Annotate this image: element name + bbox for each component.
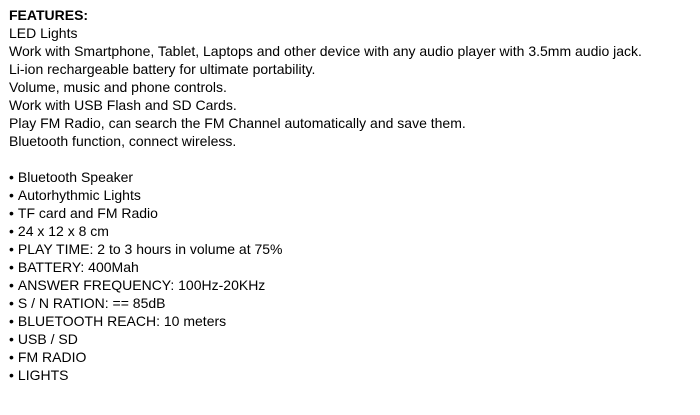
list-item-text: TF card and FM Radio — [17, 205, 158, 221]
list-item — [9, 240, 695, 258]
list-item — [9, 258, 695, 276]
feature-lines — [9, 24, 695, 150]
list-item — [9, 348, 695, 366]
list-item-text: BATTERY: 400Mah — [17, 259, 139, 275]
list-item — [9, 222, 695, 240]
list-item-text: LIGHTS — [17, 367, 69, 383]
spacer — [9, 150, 695, 168]
list-item — [9, 330, 695, 348]
feature-line: Li-ion rechargeable battery for ultimate portability. — [9, 61, 316, 77]
bullet-icon — [9, 331, 18, 347]
bullet-icon — [9, 259, 18, 275]
list-item-text: FM RADIO — [17, 349, 87, 365]
feature-line: Bluetooth function, connect wireless. — [9, 133, 237, 149]
list-item — [9, 186, 695, 204]
list-item-text: S / N RATION: == 85dB — [17, 295, 166, 311]
bullet-icon — [9, 349, 18, 365]
list-item — [9, 366, 695, 384]
list-item-text: 24 x 12 x 8 cm — [17, 223, 109, 239]
list-item-text: PLAY TIME: 2 to 3 hours in volume at 75% — [17, 241, 283, 257]
bullet-icon — [9, 169, 18, 185]
bullet-icon — [9, 313, 18, 329]
list-item-text: ANSWER FREQUENCY: 100Hz-20KHz — [17, 277, 266, 293]
list-item — [9, 168, 695, 186]
spec-list — [9, 168, 695, 384]
bullet-icon — [9, 205, 18, 221]
bullet-icon — [9, 223, 18, 239]
list-item — [9, 204, 695, 222]
feature-line: LED Lights — [9, 25, 78, 41]
features-heading: FEATURES: — [9, 7, 89, 23]
bullet-icon — [9, 295, 18, 311]
bullet-icon — [9, 277, 18, 293]
list-item-text: USB / SD — [17, 331, 78, 347]
bullet-icon — [9, 367, 18, 383]
feature-line: Volume, music and phone controls. — [9, 79, 227, 95]
feature-line: Work with USB Flash and SD Cards. — [9, 97, 237, 113]
list-item — [9, 294, 695, 312]
list-item — [9, 312, 695, 330]
document-body — [9, 6, 695, 384]
feature-line: Play FM Radio, can search the FM Channel automatically and save them. — [9, 115, 466, 131]
list-item-text: BLUETOOTH REACH: 10 meters — [17, 313, 227, 329]
list-item — [9, 276, 695, 294]
list-item-text: Bluetooth Speaker — [17, 169, 134, 185]
bullet-icon — [9, 187, 18, 203]
list-item-text: Autorhythmic Lights — [17, 187, 141, 203]
feature-line: Work with Smartphone, Tablet, Laptops and other device with any audio player with 3.5mm audio jack. — [9, 43, 642, 59]
bullet-icon — [9, 241, 18, 257]
